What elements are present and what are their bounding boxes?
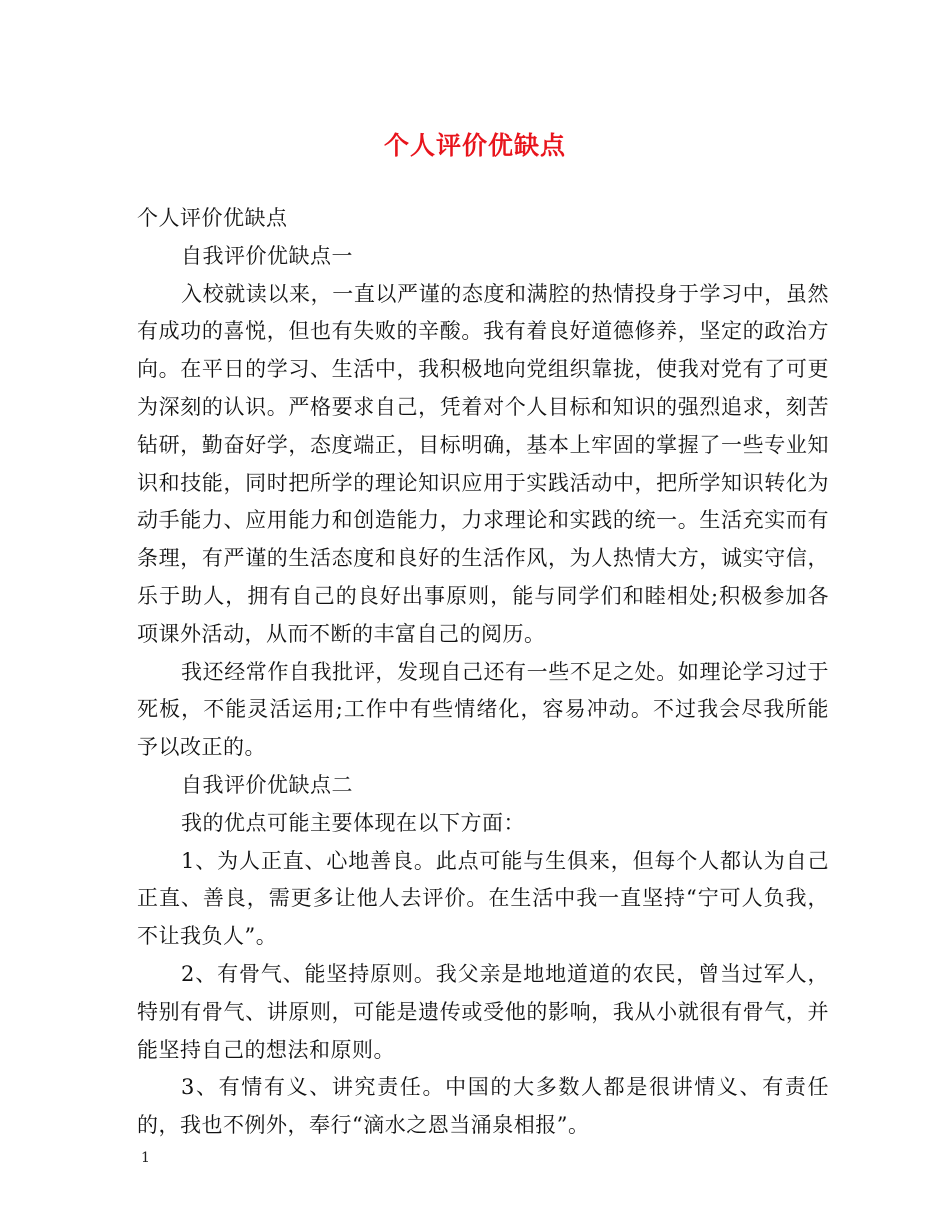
section-heading: 自我评价优缺点二 (181, 772, 353, 797)
document-body (137, 200, 829, 1145)
paragraph: 我还经常作自我批评，发现自己还有一些不足之处。如理论学习过于死板，不能灵活运用;工作中有些情绪化，容易冲动。不过我会尽我所能予以改正的。 (137, 659, 829, 760)
document-title: 个人评价优缺点 (383, 131, 566, 160)
list-item: 1、为人正直、心地善良。此点可能与生俱来，但每个人都认为自己正直、善良，需更多让他人去评价。在生活中我一直坚持“宁可人负我，不让我负人”。 (137, 848, 829, 949)
page-number: 1 (141, 1150, 150, 1166)
paragraph: 个人评价优缺点 (137, 206, 288, 230)
paragraph: 我的优点可能主要体现在以下方面： (181, 810, 525, 835)
list-item: 3、有情有义、讲究责任。中国的大多数人都是很讲情义、有责任的，我也不例外，奉行“滴水之恩当涌泉相报”。 (137, 1075, 829, 1138)
paragraph: 入校就读以来，一直以严谨的态度和满腔的热情投身于学习中，虽然有成功的喜悦，但也有失败的辛酸。我有着良好道德修养，坚定的政治方向。在平日的学习、生活中，我积极地向党组织靠拢，使我对党有了可更为深刻的认识。严格要求自己，凭着对个人目标和知识的强烈追求，刻苦钻研，勤奋好学，态度端正，目标明确，基本上牢固的掌握了一些专业知识和技能，同时把所学的理论知识应用于实践活动中，把所学知识转化为动手能力、应用能力和创造能力，力求理论和实践的统一。生活充实而有条理，有严谨的生活态度和良好的生活作风，为人热情大方，诚实守信，乐于助人，拥有自己的良好出事原则，能与同学们和睦相处;积极参加各项课外活动，从而不断的丰富自己的阅历。 (137, 281, 829, 646)
section-heading: 自我评价优缺点一 (181, 243, 353, 268)
list-item: 2、有骨气、能坚持原则。我父亲是地地道道的农民，曾当过军人，特别有骨气、讲原则，可能是遗传或受他的影响，我从小就很有骨气，并能坚持自己的想法和原则。 (137, 961, 829, 1062)
